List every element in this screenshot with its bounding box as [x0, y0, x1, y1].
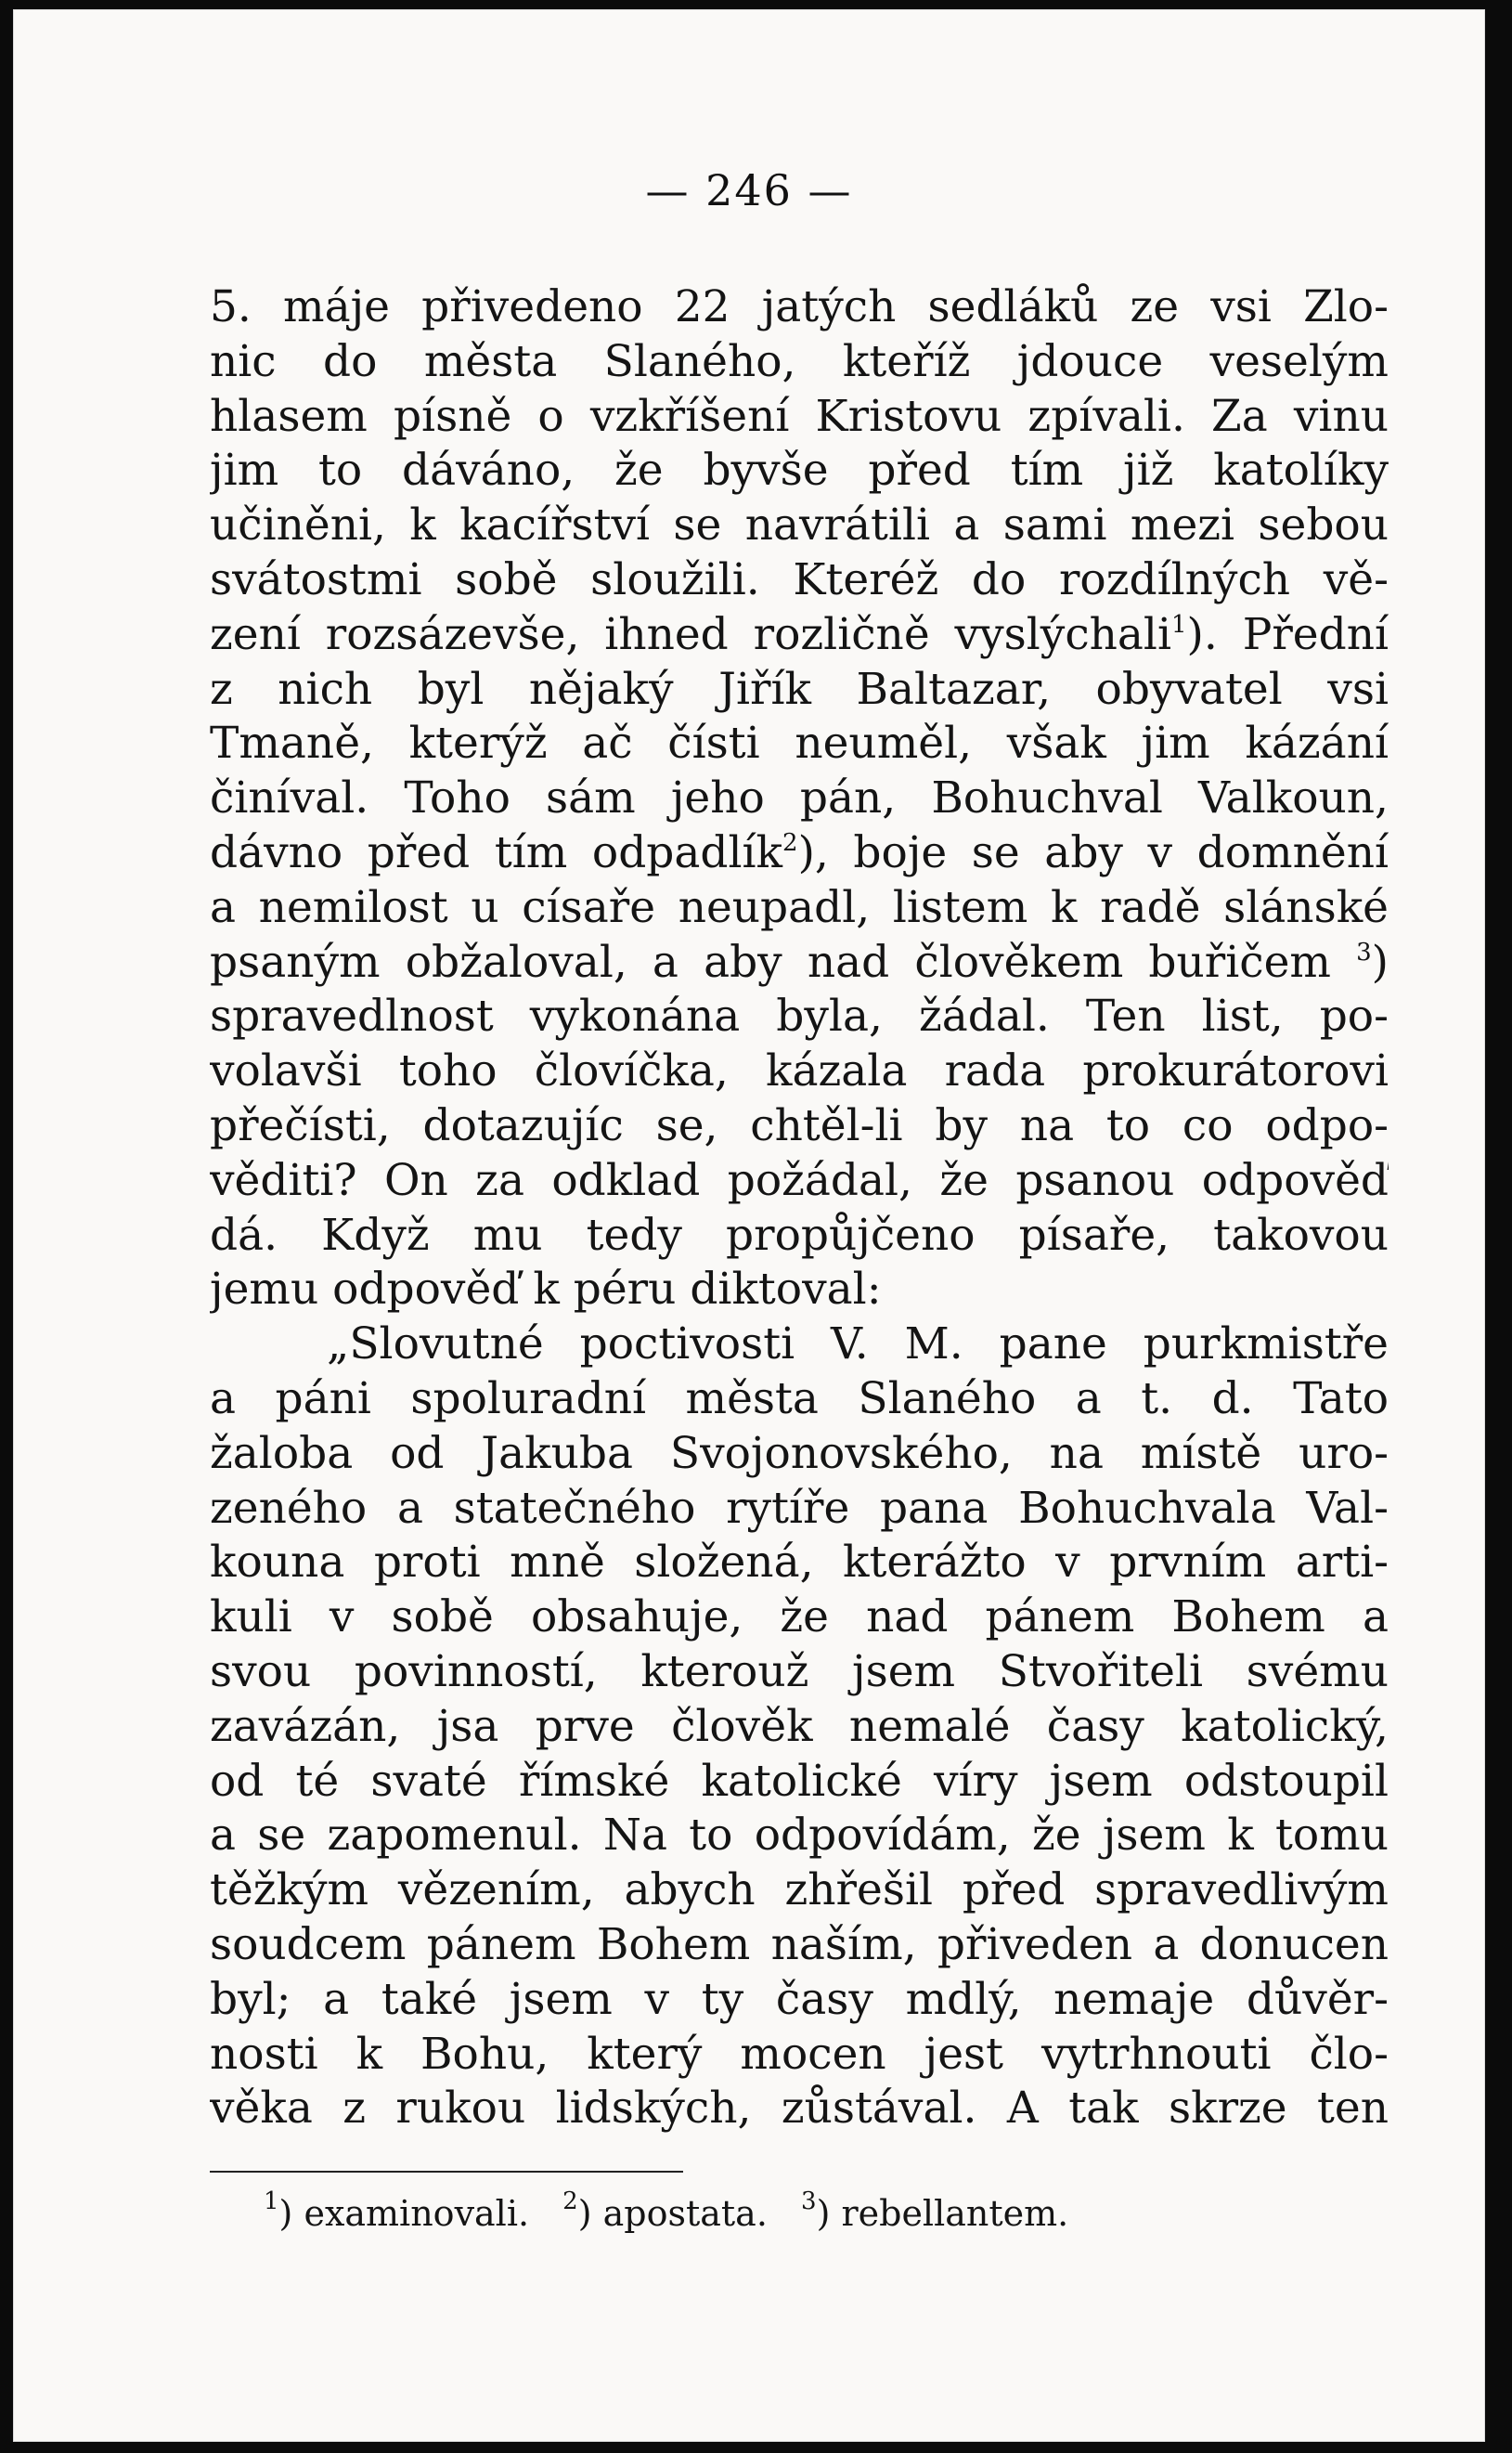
footnotes	[264, 2187, 1091, 2234]
line-text: ). Přední	[1186, 608, 1389, 660]
text-line: činíval. Toho sám jeho pán, Bohuchval Valkoun,	[210, 772, 1389, 824]
footnote-marker: 3	[801, 2187, 817, 2215]
text-line: z nich byl nějaký Jiřík Baltazar, obyvatel vsi	[210, 663, 1389, 715]
text-line: a se zapomenul. Na to odpovídám, že jsem k tomu	[210, 1810, 1389, 1862]
line-text: psaným obžaloval, a aby nad člověkem buřičem	[210, 936, 1331, 988]
text-line: zavázán, jsa prve člověk nemalé časy katolický,	[210, 1700, 1389, 1752]
text-line: nic do města Slaného, kteříž jdouce veselým	[210, 335, 1389, 387]
text-line: těžkým vězením, abych zhřešil před spravedlivým	[210, 1864, 1389, 1916]
footnote-text: ) rebellantem.	[816, 2193, 1069, 2234]
footnote-text: ) examinovali.	[278, 2193, 530, 2234]
footnote-marker: 2	[782, 828, 798, 857]
footnote-marker: 2	[562, 2187, 578, 2215]
line-text: zení rozsázevše, ihned rozličně vyslýchali	[210, 608, 1171, 660]
footnote-marker: 3	[1356, 938, 1372, 967]
text-line	[210, 608, 1389, 663]
text-line: kouna proti mně složená, kterážto v prvním arti-	[210, 1537, 1389, 1589]
text-line: hlasem písně o vzkříšení Kristovu zpívali. Za vinu	[210, 390, 1389, 442]
text-line: svou povinností, kterouž jsem Stvořiteli svému	[210, 1645, 1389, 1697]
text-line: Tmaně, kterýž ač čísti neuměl, však jim kázání	[210, 718, 1389, 770]
text-line: „Slovutné poctivosti V. M. pane purkmistře	[327, 1318, 1389, 1370]
body-text	[210, 280, 1389, 2136]
line-text: ), boje se aby v domnění	[797, 826, 1389, 878]
text-line: volavši toho človíčka, kázala rada prokurátorovi	[210, 1045, 1389, 1097]
footnote-text: ) apostata.	[577, 2193, 768, 2234]
text-line	[210, 936, 1389, 991]
text-line: 5. máje přivedeno 22 jatých sedláků ze vsi Zlo-	[210, 281, 1389, 332]
footnote-marker: 1	[1171, 610, 1187, 639]
text-line: byl; a také jsem v ty časy mdlý, nemaje důvěr-	[210, 1973, 1389, 2025]
text-line: od té svaté římské katolické víry jsem odstoupil	[210, 1755, 1389, 1807]
text-line: jemu odpověď k péru diktoval:	[210, 1264, 882, 1316]
book-page	[13, 9, 1485, 2442]
footnote	[264, 2187, 530, 2234]
page-number: — 246 —	[645, 165, 853, 215]
text-line: dá. Když mu tedy propůjčeno písaře, takovou	[210, 1209, 1389, 1261]
line-text: )	[1371, 936, 1389, 988]
text-line: spravedlnost vykonána byla, žádal. Ten list, po-	[210, 991, 1389, 1043]
line-text: dávno před tím odpadlík	[210, 826, 783, 878]
text-line: a páni spoluradní města Slaného a t. d. Tato	[210, 1372, 1389, 1424]
footnote	[562, 2187, 768, 2234]
text-line: zeného a statečného rytíře pana Bohuchvala Val-	[210, 1482, 1389, 1534]
text-line	[210, 826, 1389, 881]
text-line: věka z rukou lidských, zůstával. A tak skrze ten	[210, 2083, 1389, 2135]
text-line: soudcem pánem Bohem naším, přiveden a donucen	[210, 1918, 1389, 1970]
footnote-marker: 1	[264, 2187, 279, 2215]
footnote-divider	[210, 2171, 683, 2173]
text-line: věditi? On za odklad požádal, že psanou odpověď	[210, 1154, 1389, 1206]
text-line: učiněni, k kacířství se navrátili a sami mezi sebou	[210, 500, 1389, 552]
text-line: nosti k Bohu, který mocen jest vytrhnouti člo-	[210, 2028, 1389, 2080]
text-line: kuli v sobě obsahuje, že nad pánem Bohem a	[210, 1591, 1389, 1643]
text-line: svátostmi sobě sloužili. Kteréž do rozdílných vě-	[210, 553, 1389, 605]
text-line: přečísti, dotazujíc se, chtěl-li by na to co odpo-	[210, 1099, 1389, 1151]
footnote	[801, 2187, 1069, 2234]
text-line: žaloba od Jakuba Svojonovského, na místě uro-	[210, 1427, 1389, 1479]
text-line: jim to dáváno, že byvše před tím již katolíky	[210, 445, 1389, 497]
text-line: a nemilost u císaře neupadl, listem k radě slánské	[210, 881, 1389, 933]
